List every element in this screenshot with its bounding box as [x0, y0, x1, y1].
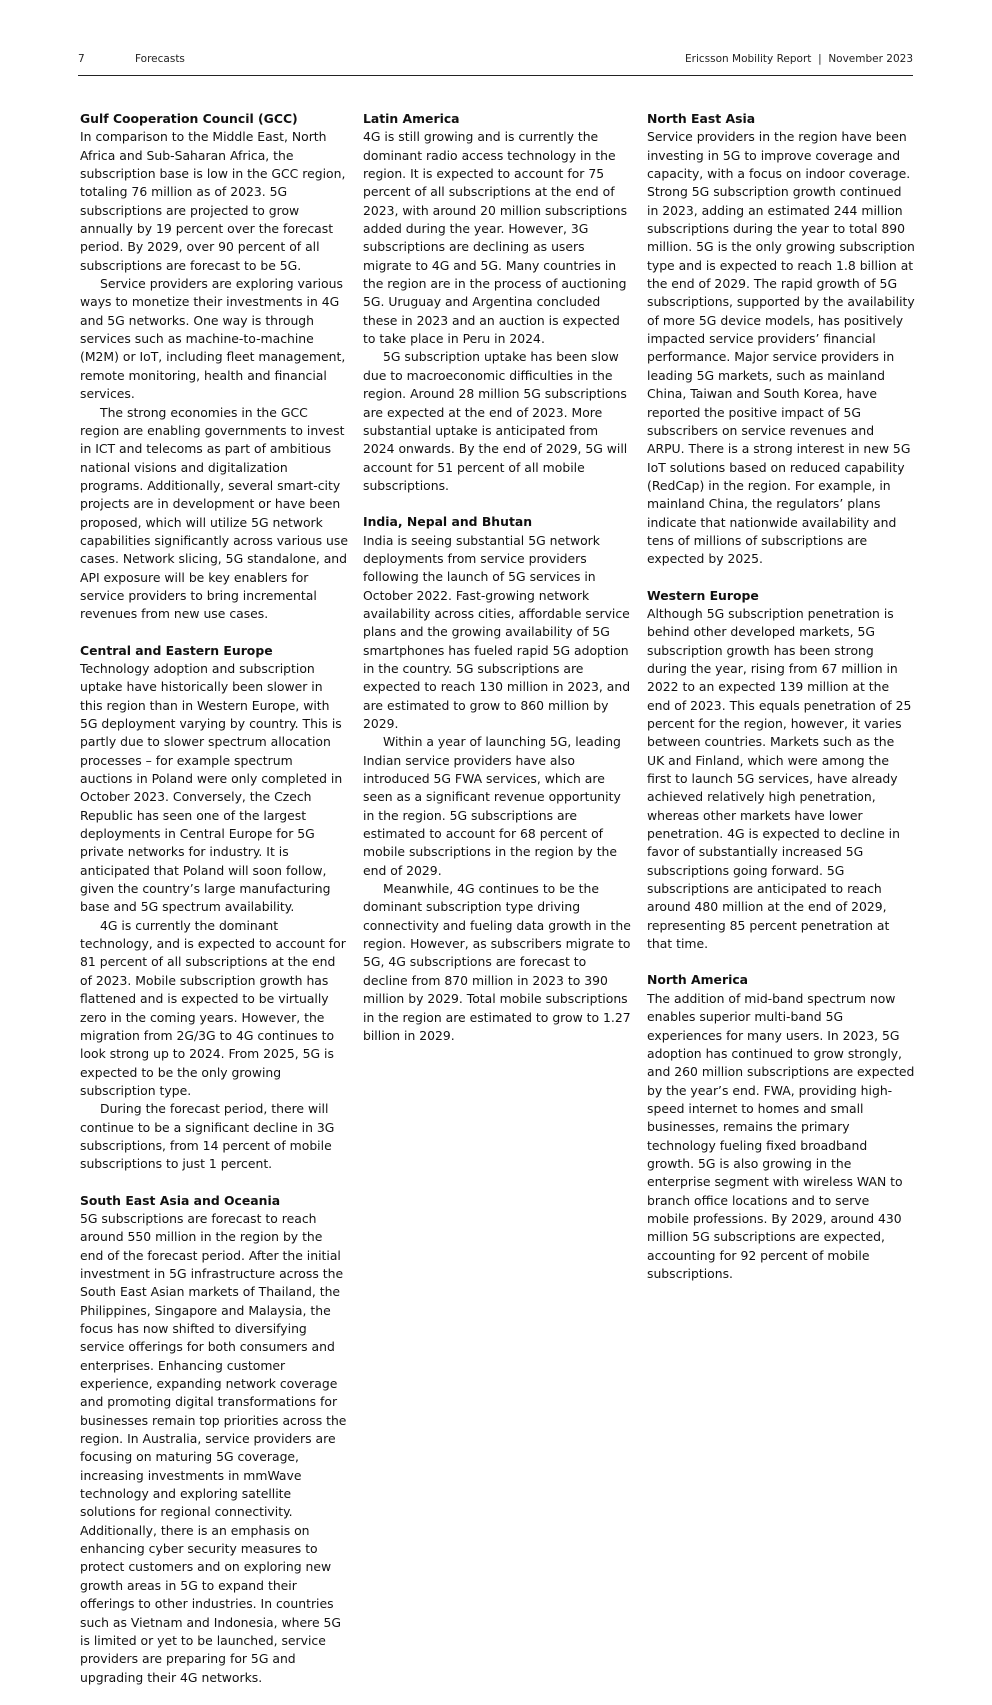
paragraph: Service providers in the region have been investing in 5G to improve coverage and capacity, with a focus on indoor coverage. Strong 5G subscription growth continued in 2023, adding an estimated 244 million subscriptions during the year to total 890 million. 5G is the only growing subscription type and is expected to reach 1.8 billion at the end of 2029. The rapid growth of 5G subscriptions, supported by the availability of more 5G device models, has positively impacted service providers’ financial performance. Major service providers in leading 5G markets, such as mainland China, Taiwan and South Korea, have reported the positive impact of 5G subscribers on service revenues and ARPU. There is a strong interest in new 5G IoT solutions based on reduced capability (RedCap) in the region. For example, in mainland China, the regulators’ plans indicate that nationwide availability and tens of millions of subscriptions are expected by 2025.	[647, 129, 915, 567]
section-latin-america	[363, 110, 631, 495]
paragraph: 5G subscriptions are forecast to reach around 550 million in the region by the end of the forecast period. After the initial investment in 5G infrastructure across the South East Asian markets of Thailand, the Philippines, Singapore and Malaysia, the focus has now shifted to diversifying service offerings for both consumers and enterprises. Enhancing customer experience, expanding network coverage and promoting digital transformations for businesses remain top priorities across the region. In Australia, service providers are focusing on maturing 5G coverage, increasing investments in mmWave technology and exploring satellite solutions for regional connectivity. Additionally, there is an emphasis on enhancing cyber security measures to protect customers and on exploring new growth areas in 5G to expand their offerings to other industries. In countries such as Vietnam and Indonesia, where 5G is limited or yet to be launched, service providers are preparing for 5G and upgrading their 4G networks.	[80, 1210, 347, 1685]
paragraph: In comparison to the Middle East, North Africa and Sub-Saharan Africa, the subscription base is low in the GCC region, totaling 76 million as of 2023. 5G subscriptions are projected to grow annually by 19 percent over the forecast period. By 2029, over 90 percent of all subscriptions are forecast to be 5G.	[80, 129, 346, 273]
section-western-europe	[647, 587, 915, 954]
paragraph: Within a year of launching 5G, leading Indian service providers have also introduced 5G FWA services, which are seen as a significant revenue opportunity in the region. 5G subscriptions are estimated to account for 68 percent of mobile subscriptions in the region by the end of 2029.	[363, 734, 621, 878]
section-heading: Central and Eastern Europe	[80, 642, 273, 658]
section-name: Forecasts	[135, 53, 185, 65]
header-divider	[78, 75, 913, 76]
section-heading: Gulf Cooperation Council (GCC)	[80, 111, 298, 126]
report-info	[685, 53, 913, 65]
paragraph: Although 5G subscription penetration is behind other developed markets, 5G subscription growth has been strong during the year, rising from 67 million in 2022 to an expected 139 million at the end of 2023. This equals penetration of 25 percent for the region, however, it varies between countries. Markets such as the UK and Finland, which were among the first to launch 5G services, have already achieved relatively high penetration, whereas other markets have lower penetration. 4G is expected to decline in favor of substantially increased 5G subscriptions going forward. 5G subscriptions are anticipated to reach around 480 million at the end of 2029, representing 85 percent penetration at that time.	[647, 605, 912, 952]
section-heading: South East Asia and Oceania	[80, 1192, 281, 1208]
page-header	[78, 53, 913, 69]
report-date: November 2023	[828, 53, 913, 65]
header-separator: |	[818, 53, 822, 65]
paragraph: Technology adoption and subscription uptake have historically been slower in this region than in Western Europe, with 5G deployment varying by country. This is partly due to slower spectrum allocation processes – for example spectrum auctions in Poland were only completed in October 2023. Conversely, the Czech Republic has seen one of the largest deployments in Central Europe for 5G private networks for industry. It is anticipated that Poland will soon follow, given the country’s large manufacturing base and 5G spectrum availability.	[80, 660, 343, 915]
section-india-nepal-bhutan	[363, 513, 631, 1045]
paragraph: 4G is still growing and is currently the dominant radio access technology in the region. It is expected to account for 75 percent of all subscriptions at the end of 2023, with around 20 million subscriptions added during the year. However, 3G subscriptions are declining as users migrate to 4G and 5G. Many countries in the region are in the process of auctioning 5G. Uruguay and Argentina concluded these in 2023 and an auction is expected to take place in Peru in 2024.	[363, 129, 628, 347]
section-north-america	[647, 971, 915, 1283]
paragraph: During the forecast period, there will continue to be a significant decline in 3G subscriptions, from 14 percent of mobile subscriptions to just 1 percent.	[80, 1101, 335, 1172]
paragraph: 4G is currently the dominant technology, and is expected to account for 81 percent of all subscriptions at the end of 2023. Mobile subscription growth has flattened and is expected to be virtually zero in the coming years. However, the migration from 2G/3G to 4G continues to look strong up to 2024. From 2025, 5G is expected to be the only growing subscription type.	[80, 917, 346, 1098]
report-title: Ericsson Mobility Report	[685, 53, 812, 65]
text-column-3	[647, 110, 915, 1301]
text-column-2	[363, 110, 631, 1063]
section-gcc	[80, 110, 348, 624]
section-heading: North America	[647, 972, 749, 988]
section-heading: North East Asia	[647, 111, 756, 126]
paragraph: Meanwhile, 4G continues to be the dominant subscription type driving connectivity and fueling data growth in the region. However, as subscribers migrate to 5G, 4G subscriptions are forecast to decline from 870 million in 2023 to 390 million by 2029. Total mobile subscriptions in the region are estimated to grow to 1.27 billion in 2029.	[363, 881, 631, 1043]
section-heading: Western Europe	[647, 587, 759, 603]
page-number: 7	[78, 53, 85, 65]
section-south-east-asia-oceania	[80, 1192, 348, 1687]
section-heading: Latin America	[363, 111, 460, 126]
paragraph: The addition of mid-band spectrum now enables superior multi-band 5G experiences for many users. In 2023, 5G adoption has continued to grow strongly, and 260 million subscriptions are expected by the year’s end. FWA, providing high-speed internet to homes and small businesses, remains the primary technology fueling fixed broadband growth. 5G is also growing in the enterprise segment with wireless WAN to branch office locations and to serve mobile professions. By 2029, around 430 million 5G subscriptions are expected, accounting for 92 percent of mobile subscriptions.	[647, 990, 915, 1281]
section-central-eastern-europe	[80, 642, 348, 1174]
paragraph: 5G subscription uptake has been slow due to macroeconomic difficulties in the region. Around 28 million 5G subscriptions are expected at the end of 2023. More substantial uptake is anticipated from 2024 onwards. By the end of 2029, 5G will account for 51 percent of all mobile subscriptions.	[363, 349, 628, 493]
paragraph: The strong economies in the GCC region are enabling governments to invest in ICT and telecoms as part of ambitious national visions and digitalization programs. Additionally, several smart-city projects are in development or have been proposed, which will utilize 5G network capabilities significantly across various use cases. Network slicing, 5G standalone, and API exposure will be key enablers for service providers to bring incremental revenues from new use cases.	[80, 404, 348, 622]
section-heading: India, Nepal and Bhutan	[363, 514, 533, 530]
paragraph: India is seeing substantial 5G network deployments from service providers following the launch of 5G services in October 2022. Fast-growing network availability across cities, affordable service plans and the growing availability of 5G smartphones has fueled rapid 5G adoption in the country. 5G subscriptions are expected to reach 130 million in 2023, and are estimated to grow to 860 million by 2029.	[363, 532, 631, 731]
text-column-1	[80, 110, 348, 1705]
paragraph: Service providers are exploring various ways to monetize their investments in 4G and 5G networks. One way is through services such as machine-to-machine (M2M) or IoT, including fleet management, remote monitoring, health and financial services.	[80, 276, 346, 402]
section-north-east-asia	[647, 110, 915, 569]
